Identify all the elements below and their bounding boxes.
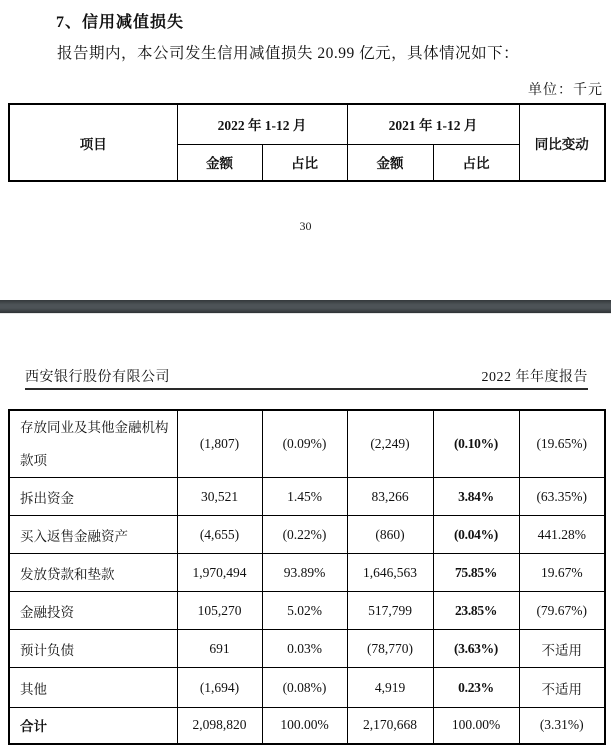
header-ratio-2022-cell: 占比 <box>262 144 347 181</box>
yoy-change-cell: (63.35%) <box>519 478 605 516</box>
amount-2021-cell: (78,770) <box>347 630 433 668</box>
running-header-rule <box>25 388 588 390</box>
amount-2022-cell: 1,970,494 <box>177 554 262 592</box>
amount-2021-cell: (2,249) <box>347 410 433 478</box>
amount-2022-cell: (4,655) <box>177 516 262 554</box>
table-row <box>9 554 605 592</box>
header-item-cell: 项目 <box>9 104 177 181</box>
item-label-cell: 预计负债 <box>9 630 177 668</box>
amount-2022-cell: 30,521 <box>177 478 262 516</box>
item-label-cell: 合计 <box>9 708 177 744</box>
amount-2022-cell: (1,694) <box>177 668 262 708</box>
item-label-cell: 存放同业及其他金融机构款项 <box>9 410 177 478</box>
ratio-2022-cell: (0.08%) <box>262 668 347 708</box>
table-row <box>9 516 605 554</box>
item-label-cell: 拆出资金 <box>9 478 177 516</box>
credit-impairment-table-body <box>8 409 606 745</box>
ratio-2022-cell: 1.45% <box>262 478 347 516</box>
intro-paragraph: 报告期内，本公司发生信用减值损失 20.99 亿元，具体情况如下： <box>57 45 520 62</box>
amount-2022-cell: 2,098,820 <box>177 708 262 744</box>
ratio-2022-cell: (0.09%) <box>262 410 347 478</box>
amount-2021-cell: 2,170,668 <box>347 708 433 744</box>
section-heading: 7、信用减值损失 <box>56 14 185 31</box>
ratio-2022-cell: (0.22%) <box>262 516 347 554</box>
ratio-2022-cell: 0.03% <box>262 630 347 668</box>
table-row <box>9 410 605 478</box>
ratio-2022-cell: 5.02% <box>262 592 347 630</box>
header-period-2021-cell: 2021 年 1-12 月 <box>347 104 519 144</box>
table-row <box>9 630 605 668</box>
amount-2021-cell: (860) <box>347 516 433 554</box>
pdf-page-separator <box>0 300 611 314</box>
credit-impairment-table-header <box>8 103 606 182</box>
ratio-2021-cell: (3.63%) <box>433 630 519 668</box>
yoy-change-cell: 441.28% <box>519 516 605 554</box>
ratio-2021-cell: (0.04%) <box>433 516 519 554</box>
amount-2021-cell: 517,799 <box>347 592 433 630</box>
amount-2021-cell: 83,266 <box>347 478 433 516</box>
item-label-cell: 其他 <box>9 668 177 708</box>
table-row-total <box>9 708 605 744</box>
running-header-report-title: 2022 年年度报告 <box>481 370 588 385</box>
amount-2022-cell: 691 <box>177 630 262 668</box>
amount-2021-cell: 1,646,563 <box>347 554 433 592</box>
yoy-change-cell: (79.67%) <box>519 592 605 630</box>
ratio-2021-cell: 100.00% <box>433 708 519 744</box>
yoy-change-cell: (3.31%) <box>519 708 605 744</box>
yoy-change-cell: 不适用 <box>519 630 605 668</box>
ratio-2022-cell: 100.00% <box>262 708 347 744</box>
yoy-change-cell: 19.67% <box>519 554 605 592</box>
table-row <box>9 592 605 630</box>
running-header-company: 西安银行股份有限公司 <box>25 370 170 385</box>
table-header-row-periods <box>9 104 605 144</box>
item-label-cell: 买入返售金融资产 <box>9 516 177 554</box>
ratio-2021-cell: 23.85% <box>433 592 519 630</box>
amount-2022-cell: 105,270 <box>177 592 262 630</box>
ratio-2021-cell: 0.23% <box>433 668 519 708</box>
header-amount-2021-cell: 金额 <box>347 144 433 181</box>
ratio-2022-cell: 93.89% <box>262 554 347 592</box>
ratio-2021-cell: 75.85% <box>433 554 519 592</box>
amount-2021-cell: 4,919 <box>347 668 433 708</box>
header-amount-2022-cell: 金额 <box>177 144 262 181</box>
ratio-2021-cell: (0.10%) <box>433 410 519 478</box>
yoy-change-cell: (19.65%) <box>519 410 605 478</box>
header-ratio-2021-cell: 占比 <box>433 144 519 181</box>
header-period-2022-cell: 2022 年 1-12 月 <box>177 104 347 144</box>
yoy-change-cell: 不适用 <box>519 668 605 708</box>
table-row <box>9 478 605 516</box>
page-number: 30 <box>299 219 312 233</box>
table-row <box>9 668 605 708</box>
unit-label: 单位：千元 <box>528 83 603 98</box>
ratio-2021-cell: 3.84% <box>433 478 519 516</box>
item-label-cell: 金融投资 <box>9 592 177 630</box>
item-label-cell: 发放贷款和垫款 <box>9 554 177 592</box>
amount-2022-cell: (1,807) <box>177 410 262 478</box>
header-yoy-cell: 同比变动 <box>519 104 605 181</box>
